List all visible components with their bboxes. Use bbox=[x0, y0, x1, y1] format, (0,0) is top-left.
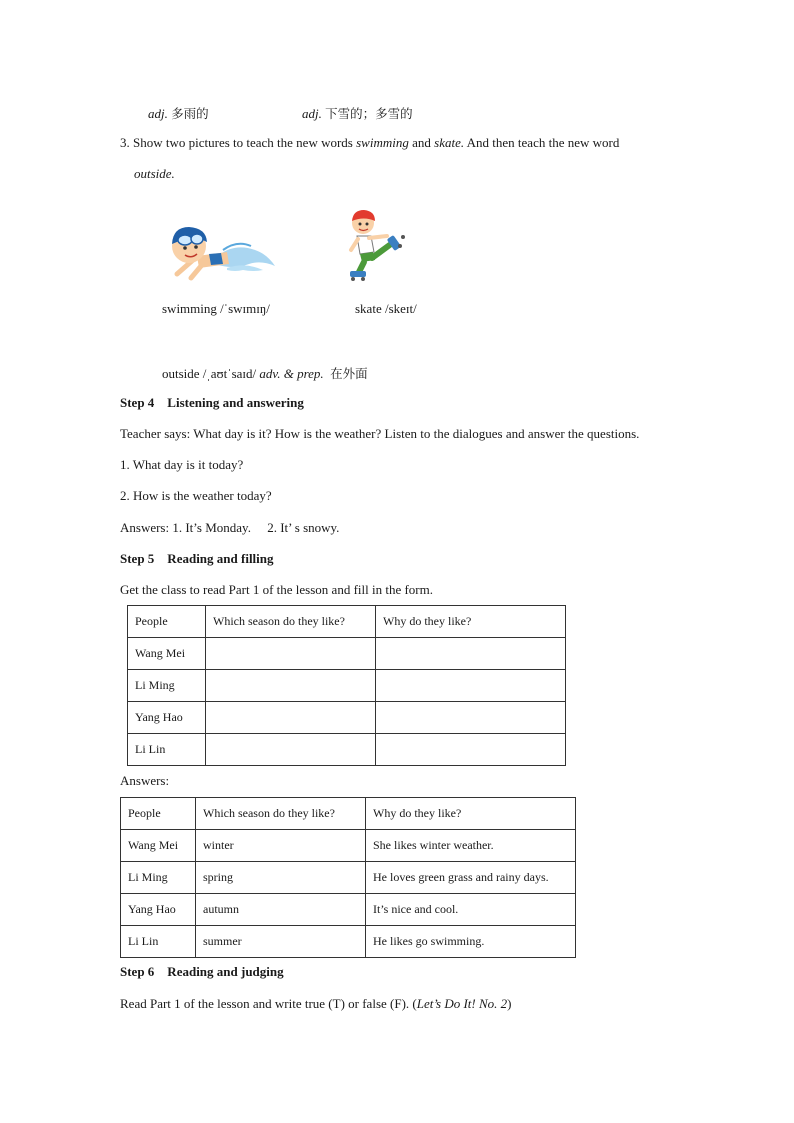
cn-snowy: 下雪的；多雪的 bbox=[325, 106, 413, 121]
step4-answers: Answers: 1. It’s Monday. 2. It’ s snowy. bbox=[120, 520, 340, 535]
header-people: People bbox=[121, 798, 196, 830]
person-cell: Li Ming bbox=[121, 862, 196, 894]
step6-text bbox=[120, 996, 512, 1012]
season-cell: summer bbox=[196, 926, 366, 958]
step5-heading: Step 5 Reading and filling bbox=[120, 551, 274, 566]
header-why: Why do they like? bbox=[376, 606, 566, 638]
outside-cn: 在外面 bbox=[330, 366, 368, 381]
person-cell: Yang Hao bbox=[121, 894, 196, 926]
person-cell: Wang Mei bbox=[128, 638, 206, 670]
outside-phonetic: outside /ˌaʊtˈsaɪd/ bbox=[162, 366, 260, 381]
season-blank-cell[interactable] bbox=[206, 670, 376, 702]
item3-line2 bbox=[134, 166, 175, 182]
table-row bbox=[128, 638, 566, 670]
season-cell: autumn bbox=[196, 894, 366, 926]
item3-text-a: 3. Show two pictures to teach the new words bbox=[120, 135, 357, 150]
step4-question-1: 1. What day is it today? bbox=[120, 457, 244, 472]
swimming-boy-illustration bbox=[163, 220, 277, 282]
skate-label: skate /skeɪt/ bbox=[355, 301, 417, 316]
word-skate: skate. bbox=[434, 135, 465, 150]
season-blank-cell[interactable] bbox=[206, 638, 376, 670]
cn-rainy: 多雨的 bbox=[171, 106, 209, 121]
table-row bbox=[128, 734, 566, 766]
item3-line1 bbox=[120, 135, 619, 151]
header-season: Which season do they like? bbox=[196, 798, 366, 830]
reason-cell: He likes go swimming. bbox=[366, 926, 576, 958]
table-row bbox=[121, 926, 576, 958]
reason-blank-cell[interactable] bbox=[376, 638, 566, 670]
reason-blank-cell[interactable] bbox=[376, 702, 566, 734]
skating-boy-illustration bbox=[347, 208, 409, 282]
step6-text-a: Read Part 1 of the lesson and write true (T) or false (F). ( bbox=[120, 996, 417, 1011]
header-why: Why do they like? bbox=[366, 798, 576, 830]
season-blank-cell[interactable] bbox=[206, 734, 376, 766]
person-cell: Li Ming bbox=[128, 670, 206, 702]
vocab-snowy bbox=[302, 104, 413, 122]
outside-pos: adv. & prep. bbox=[259, 366, 324, 381]
table-row bbox=[128, 670, 566, 702]
word-outside: outside. bbox=[134, 166, 175, 181]
word-swimming: swimming bbox=[356, 135, 409, 150]
person-cell: Wang Mei bbox=[121, 830, 196, 862]
reason-blank-cell[interactable] bbox=[376, 734, 566, 766]
table-row bbox=[121, 862, 576, 894]
answer-table bbox=[120, 797, 576, 958]
swimming-label: swimming /ˈswɪmɪŋ/ bbox=[162, 301, 270, 316]
person-cell: Yang Hao bbox=[128, 702, 206, 734]
pos-adj: adj. bbox=[148, 106, 168, 121]
table-header-row bbox=[128, 606, 566, 638]
item3-text-b: and bbox=[408, 135, 435, 150]
reason-cell: He loves green grass and rainy days. bbox=[366, 862, 576, 894]
step4-question-2: 2. How is the weather today? bbox=[120, 488, 272, 503]
person-cell: Li Lin bbox=[121, 926, 196, 958]
step6-text-b: ) bbox=[507, 996, 512, 1011]
blank-form-table bbox=[127, 605, 566, 766]
step5-intro: Get the class to read Part 1 of the lesson and fill in the form. bbox=[120, 582, 434, 597]
step6-heading: Step 6 Reading and judging bbox=[120, 964, 284, 979]
reason-cell: She likes winter weather. bbox=[366, 830, 576, 862]
header-people: People bbox=[128, 606, 206, 638]
table-row bbox=[121, 830, 576, 862]
reason-blank-cell[interactable] bbox=[376, 670, 566, 702]
season-cell: winter bbox=[196, 830, 366, 862]
step4-intro: Teacher says: What day is it? How is the weather? Listen to the dialogues and answer the questions. bbox=[120, 426, 640, 441]
season-cell: spring bbox=[196, 862, 366, 894]
table-row bbox=[121, 894, 576, 926]
reason-cell: It’s nice and cool. bbox=[366, 894, 576, 926]
step6-reference: Let’s Do It! No. 2 bbox=[416, 996, 508, 1011]
step4-heading: Step 4 Listening and answering bbox=[120, 395, 304, 410]
header-season: Which season do they like? bbox=[206, 606, 376, 638]
season-blank-cell[interactable] bbox=[206, 702, 376, 734]
person-cell: Li Lin bbox=[128, 734, 206, 766]
outside-line bbox=[162, 364, 368, 382]
pos-adj: adj. bbox=[302, 106, 322, 121]
item3-text-c: And then teach the new word bbox=[464, 135, 620, 150]
table-header-row bbox=[121, 798, 576, 830]
vocab-rainy bbox=[148, 104, 209, 122]
answers-label: Answers: bbox=[120, 773, 170, 788]
table-row bbox=[128, 702, 566, 734]
